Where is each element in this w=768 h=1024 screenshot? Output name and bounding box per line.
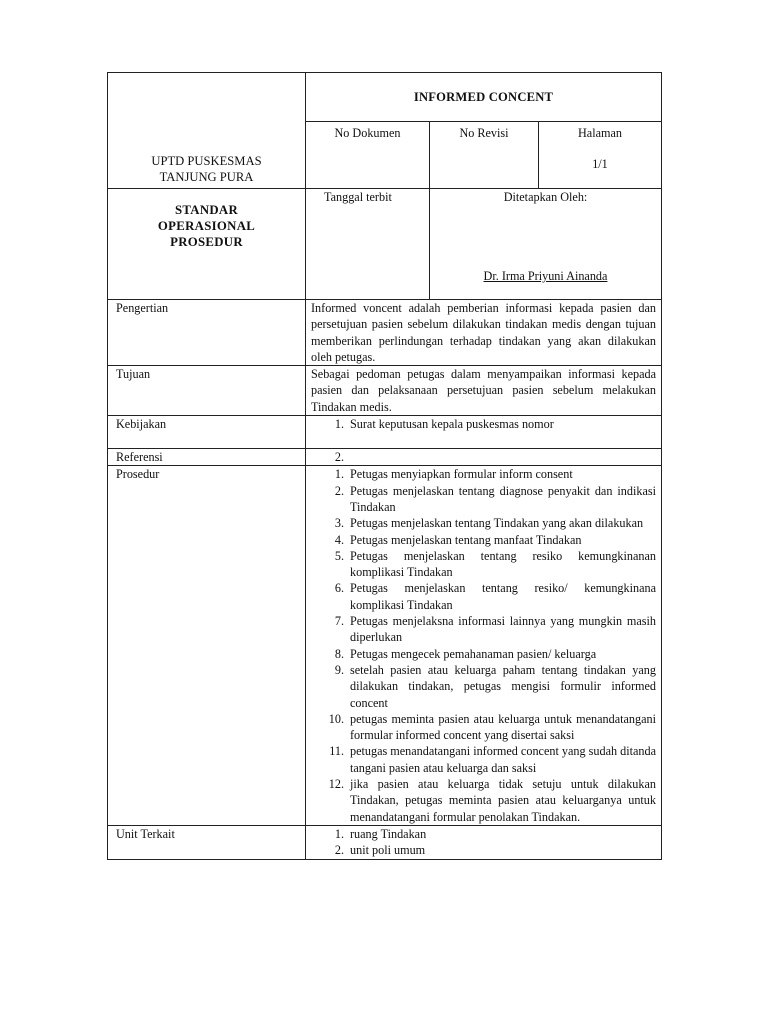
organization-cell: [108, 73, 306, 189]
list-item-text: setelah pasien atau keluarga paham tentang tindakan yang dilakukan tindakan, petugas mengisi formulir informed concent: [350, 662, 656, 710]
list-item: [306, 483, 661, 516]
list-item-number: 4.: [334, 532, 344, 547]
list-item: [306, 662, 661, 711]
list-item-text: Petugas menyiapkan formular inform consent: [350, 467, 573, 482]
list-item-text: ruang Tindakan: [350, 826, 427, 841]
halaman-value: 1/1: [592, 157, 608, 172]
sop-title: [108, 189, 306, 300]
sop-table: [107, 72, 662, 860]
list-item: [306, 580, 661, 613]
list-item-number: 2.: [334, 843, 344, 858]
list-item-number: 11.: [329, 744, 344, 759]
tujuan-text: Sebagai pedoman petugas dalam menyampaikan informasi kepada pasien dan pelaksanaan persetujuan pasien sebelum melakukan Tindakan medis.: [306, 366, 662, 416]
no-revisi-label: No Revisi: [459, 126, 509, 140]
list-item: [306, 826, 661, 842]
kebijakan-content: [306, 416, 662, 449]
list-item-text: jika pasien atau keluarga tidak setuju untuk dilakukan Tindakan, petugas meminta pasien atau keluarganya untuk menandatangani formular penolakan Tindakan.: [350, 777, 656, 824]
list-item-text: Petugas menjelaskan tentang resiko/ kemungkinana komplikasi Tindakan: [350, 581, 656, 612]
no-dokumen-label: No Dokumen: [334, 126, 401, 140]
no-revisi-cell: [430, 122, 539, 189]
list-item: [306, 776, 661, 825]
list-item-number: 2.: [334, 450, 344, 465]
referensi-content: [306, 449, 662, 466]
list-item-text: Petugas menjelaskan tentang Tindakan yang akan dilakukan: [350, 516, 644, 531]
organization-name: [108, 153, 305, 185]
list-item: [306, 466, 661, 482]
list-item-number: 9.: [334, 662, 344, 677]
pengertian-label: Pengertian: [108, 300, 306, 366]
tanggal-terbit-label: Tanggal terbit: [324, 190, 392, 204]
list-item: [306, 842, 661, 858]
organization-line-2: TANJUNG PURA: [159, 170, 254, 184]
signer-name: Dr. Irma Priyuni Ainanda: [483, 269, 608, 283]
list-item-number: 12.: [328, 777, 344, 792]
list-item-text: petugas menandatangani informed concent yang sudah ditanda tangani pasien atau keluarga dan saksi: [350, 744, 656, 775]
list-item-number: 5.: [334, 548, 344, 563]
sop-title-line-2: OPERASIONAL: [157, 219, 256, 233]
list-item-number: 10.: [328, 711, 344, 726]
sop-title-line-3: PROSEDUR: [170, 235, 243, 249]
list-item-text: Petugas mengecek pemahanaman pasien/ keluarga: [350, 646, 597, 661]
unit-terkait-content: [306, 825, 662, 859]
list-item: [306, 613, 661, 646]
prosedur-list: [306, 466, 661, 825]
ditetapkan-cell: [430, 189, 662, 300]
unit-terkait-label: Unit Terkait: [108, 825, 306, 859]
list-item-text: Petugas menjelaksna informasi lainnya yang mungkin masih diperlukan: [350, 614, 656, 645]
list-item-number: 1.: [334, 417, 344, 432]
kebijakan-list: [306, 416, 661, 432]
unit-terkait-list: [306, 826, 661, 859]
tujuan-label: Tujuan: [108, 366, 306, 416]
list-item-number: 2.: [334, 483, 344, 498]
list-item-text: Petugas menjelaskan tentang resiko kemungkinanan komplikasi Tindakan: [350, 548, 656, 580]
prosedur-label: Prosedur: [108, 466, 306, 826]
list-item-number: 7.: [334, 614, 344, 629]
list-item-number: 3.: [334, 516, 344, 531]
halaman-cell: [539, 122, 662, 189]
document-title: INFORMED CONCENT: [306, 73, 662, 122]
sop-title-line-1: STANDAR: [174, 203, 238, 217]
referensi-label: Referensi: [108, 449, 306, 466]
list-item: [306, 416, 661, 432]
list-item-text: Surat keputusan kepala puskesmas nomor: [350, 417, 554, 432]
list-item: [306, 548, 661, 581]
prosedur-content: [306, 466, 662, 826]
organization-line-1: UPTD PUSKESMAS: [151, 154, 262, 168]
kebijakan-label: Kebijakan: [108, 416, 306, 449]
list-item-number: 6.: [334, 581, 344, 596]
pengertian-text: Informed voncent adalah pemberian informasi kepada pasien dan persetujuan pasien sebelum dilakukan tindakan medis dengan tujuan memberikan perlindungan terhadap tindakan yang akan dilakukan oleh petugas.: [306, 300, 662, 366]
list-item-text: petugas meminta pasien atau keluarga untuk menandatangani formular informed concent yang disertai saksi: [350, 711, 656, 743]
list-item: [306, 646, 661, 662]
list-item: [306, 515, 661, 531]
list-item-number: 1.: [334, 826, 344, 841]
list-item: [306, 743, 661, 776]
no-dokumen-cell: [306, 122, 430, 189]
list-item-text: Petugas menjelaskan tentang diagnose penyakit dan indikasi Tindakan: [350, 483, 656, 514]
list-item: [306, 711, 661, 744]
list-item-number: 8.: [334, 646, 344, 661]
list-item-text: Petugas menjelaskan tentang manfaat Tindakan: [350, 532, 582, 547]
list-item-number: 1.: [334, 467, 344, 482]
list-item: [306, 532, 661, 548]
halaman-label: Halaman: [578, 126, 622, 140]
tanggal-terbit-cell: [306, 189, 430, 300]
ditetapkan-label: Ditetapkan Oleh:: [503, 190, 588, 204]
list-item-text: unit poli umum: [350, 843, 426, 858]
